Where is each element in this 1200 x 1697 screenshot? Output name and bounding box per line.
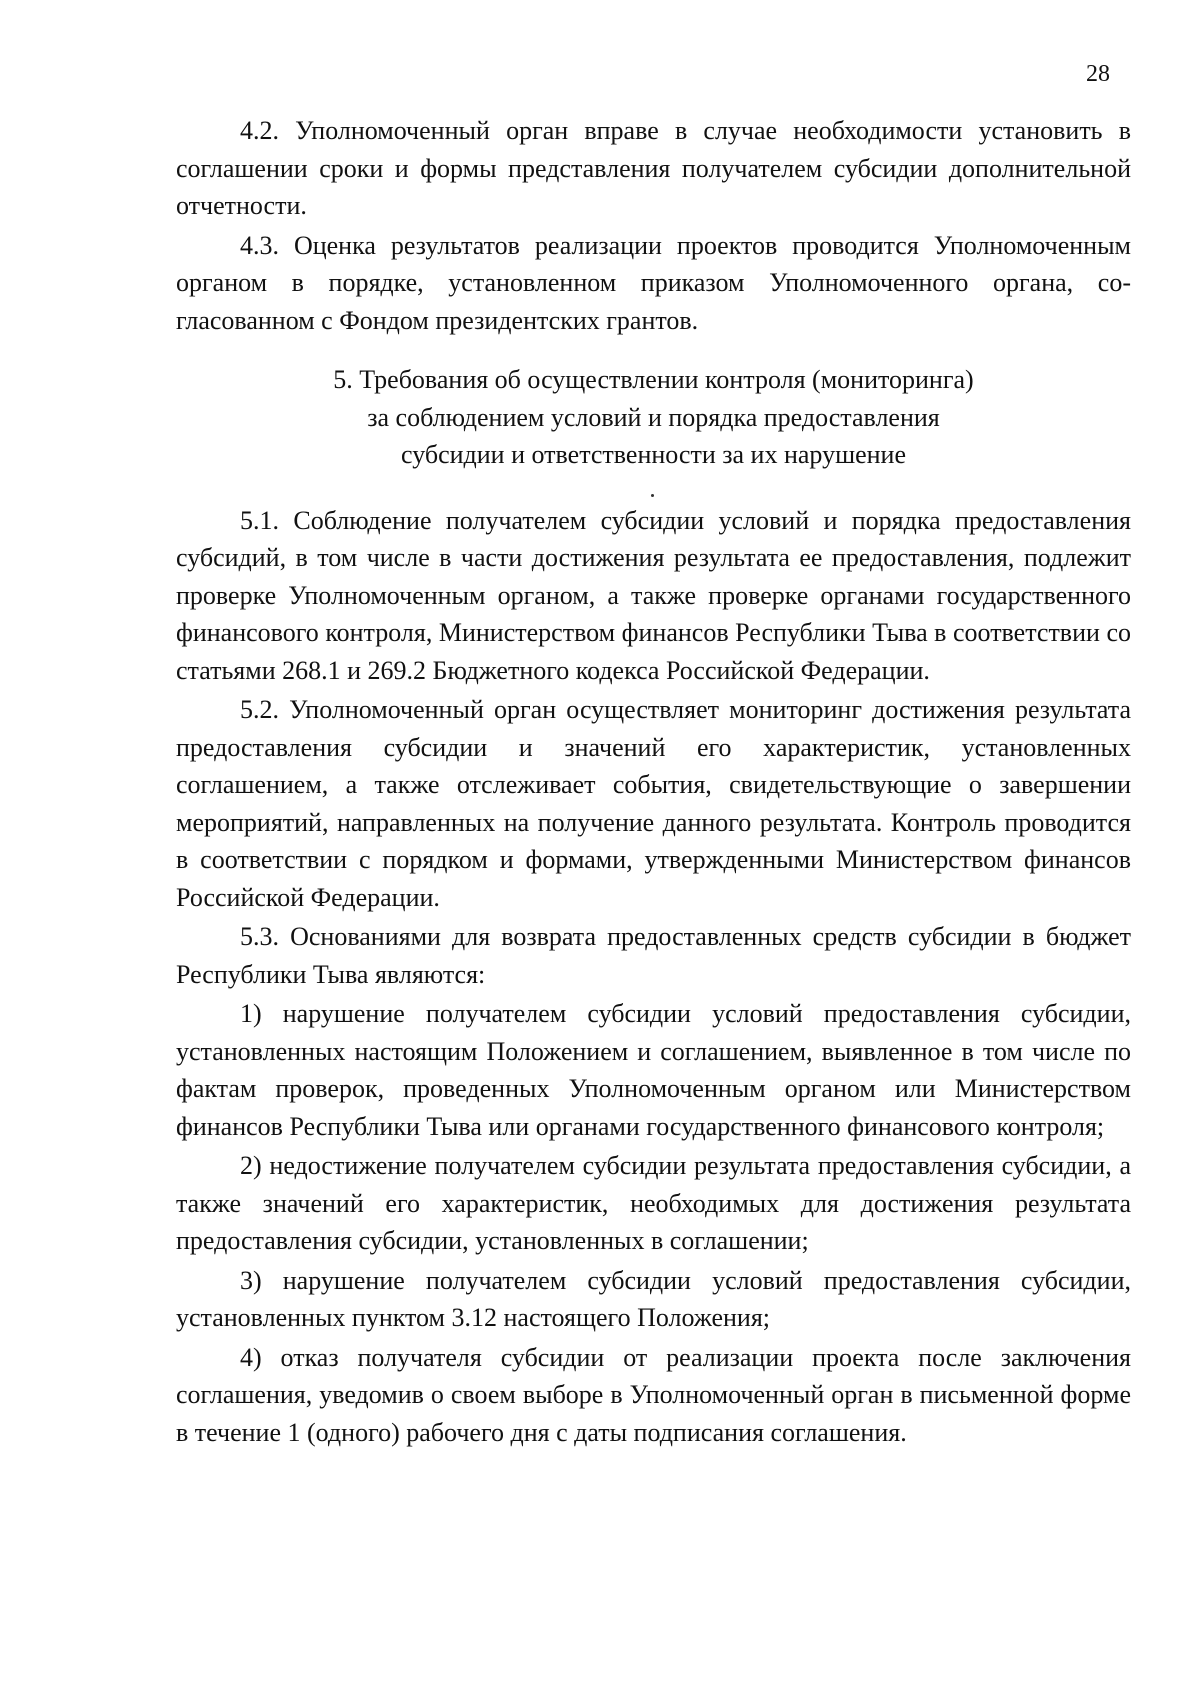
list-item-2: 2) недостижение получателем субсидии результата предоставления субсидии, а также значений его характеристик, необходимых для достижения результата предоставления субсидии, установленных в соглашении; [176, 1151, 1131, 1255]
section-5-heading [176, 361, 1131, 474]
document-body [176, 112, 1131, 1453]
heading-line-1: 5. Требования об осуществлении контроля (мониторинга) [333, 365, 974, 394]
heading-line-3: субсидии и ответственности за их нарушение [401, 440, 906, 469]
list-item-1: 1) нарушение получателем субсидии условий предоставления субсидии, установленных настоящим Положением и соглашением, выявленное в том числе по фактам проверок, проведенных Уполномоченным органом или Министерством финансов Республики Тыва или органами государственного финансового контроля; [176, 999, 1131, 1141]
scan-speck [651, 494, 654, 497]
list-item-3: 3) нарушение получателем субсидии условий предоставления субсидии, установленных пунктом 3.12 настоящего Положения; [176, 1265, 1131, 1332]
list-item-4: 4) отказ получателя субсидии от реализации проекта после заключения соглашения, уведомив о своем выборе в Уполномоченный орган в письменной форме в течение 1 (одного) рабочего дня с даты подписания соглашения. [176, 1342, 1131, 1447]
page-number: 28 [1086, 61, 1110, 87]
paragraph-5-3: 5.3. Основаниями для возврата предоставленных средств субсидии в бюджет Республики Тыва являются: [176, 922, 1131, 989]
paragraph-5-2: 5.2. Уполномоченный орган осуществляет мониторинг достижения результата предоставления субсидии и значений его характеристик, установленных соглашением, а также отслеживает события, свидетельствующие о завершении мероприятий, направленных на получение данного результата. Контроль проводится в соответствии с порядком и формами, утвержденными Министерством финансов Российской Федерации. [176, 695, 1131, 912]
paragraph-5-1: 5.1. Соблюдение получателем субсидии условий и порядка предоставления субсидий, в том числе в части достижения результата ее предоставления, подлежит проверке Уполномоченным органом, а также проверке органами государственного финансового контроля, Министерством финансов Республики Тыва в соответствии со статьями 268.1 и 269.2 Бюджетного кодекса Российской Федерации. [176, 505, 1131, 685]
heading-line-2: за соблюдением условий и порядка предоставления [367, 402, 940, 432]
paragraph-4-2: 4.2. Уполномоченный орган вправе в случае необходимости установить в соглашении сроки и формы представления получателем субсидии дополнительной отчетности. [176, 116, 1131, 220]
paragraph-4-3: 4.3. Оценка результатов реализации проектов проводится Уполномоченным органом в порядке, установленном приказом Уполномоченного органа, согласованном с Фондом президентских грантов. [176, 230, 1131, 335]
